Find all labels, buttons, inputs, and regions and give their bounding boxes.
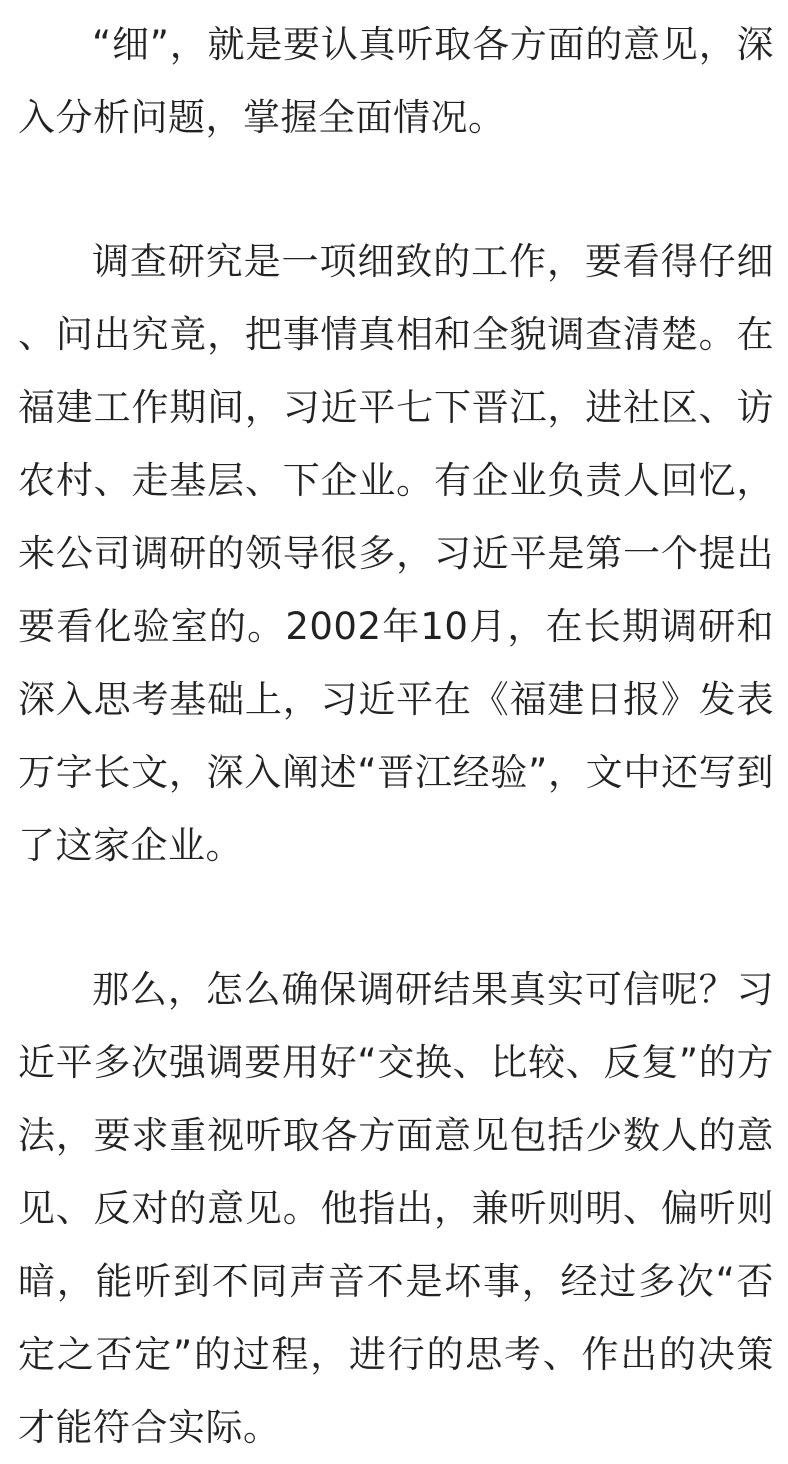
paragraph-investigation-work: 调查研究是一项细致的工作，要看得仔细、问出究竟，把事情真相和全貌调查清楚。在福建工作期间，习近平七下晋江，进社区、访农村、走基层、下企业。有企业负责人回忆，来公司调研的领导很多，习近平是第一个提出要看化验室的。2002年10月，在长期调研和深入思考基础上，习近平在《福建日报》发表万字长文，深入阐述“晋江经验”，文中还写到了这家企业。: [18, 240, 774, 867]
article-body: [18, 0, 774, 1464]
paragraph-detail-definition: “细”，就是要认真听取各方面的意见，深入分析问题，掌握全面情况。: [18, 23, 774, 139]
paragraph-research-method: 那么，怎么确保调研结果真实可信呢？习近平多次强调要用好“交换、比较、反复”的方法，要求重视听取各方面意见包括少数人的意见、反对的意见。他指出，兼听则明、偏听则暗，能听到不同声音不是坏事，经过多次“否定之否定”的过程，进行的思考、作出的决策才能符合实际。: [18, 968, 774, 1449]
